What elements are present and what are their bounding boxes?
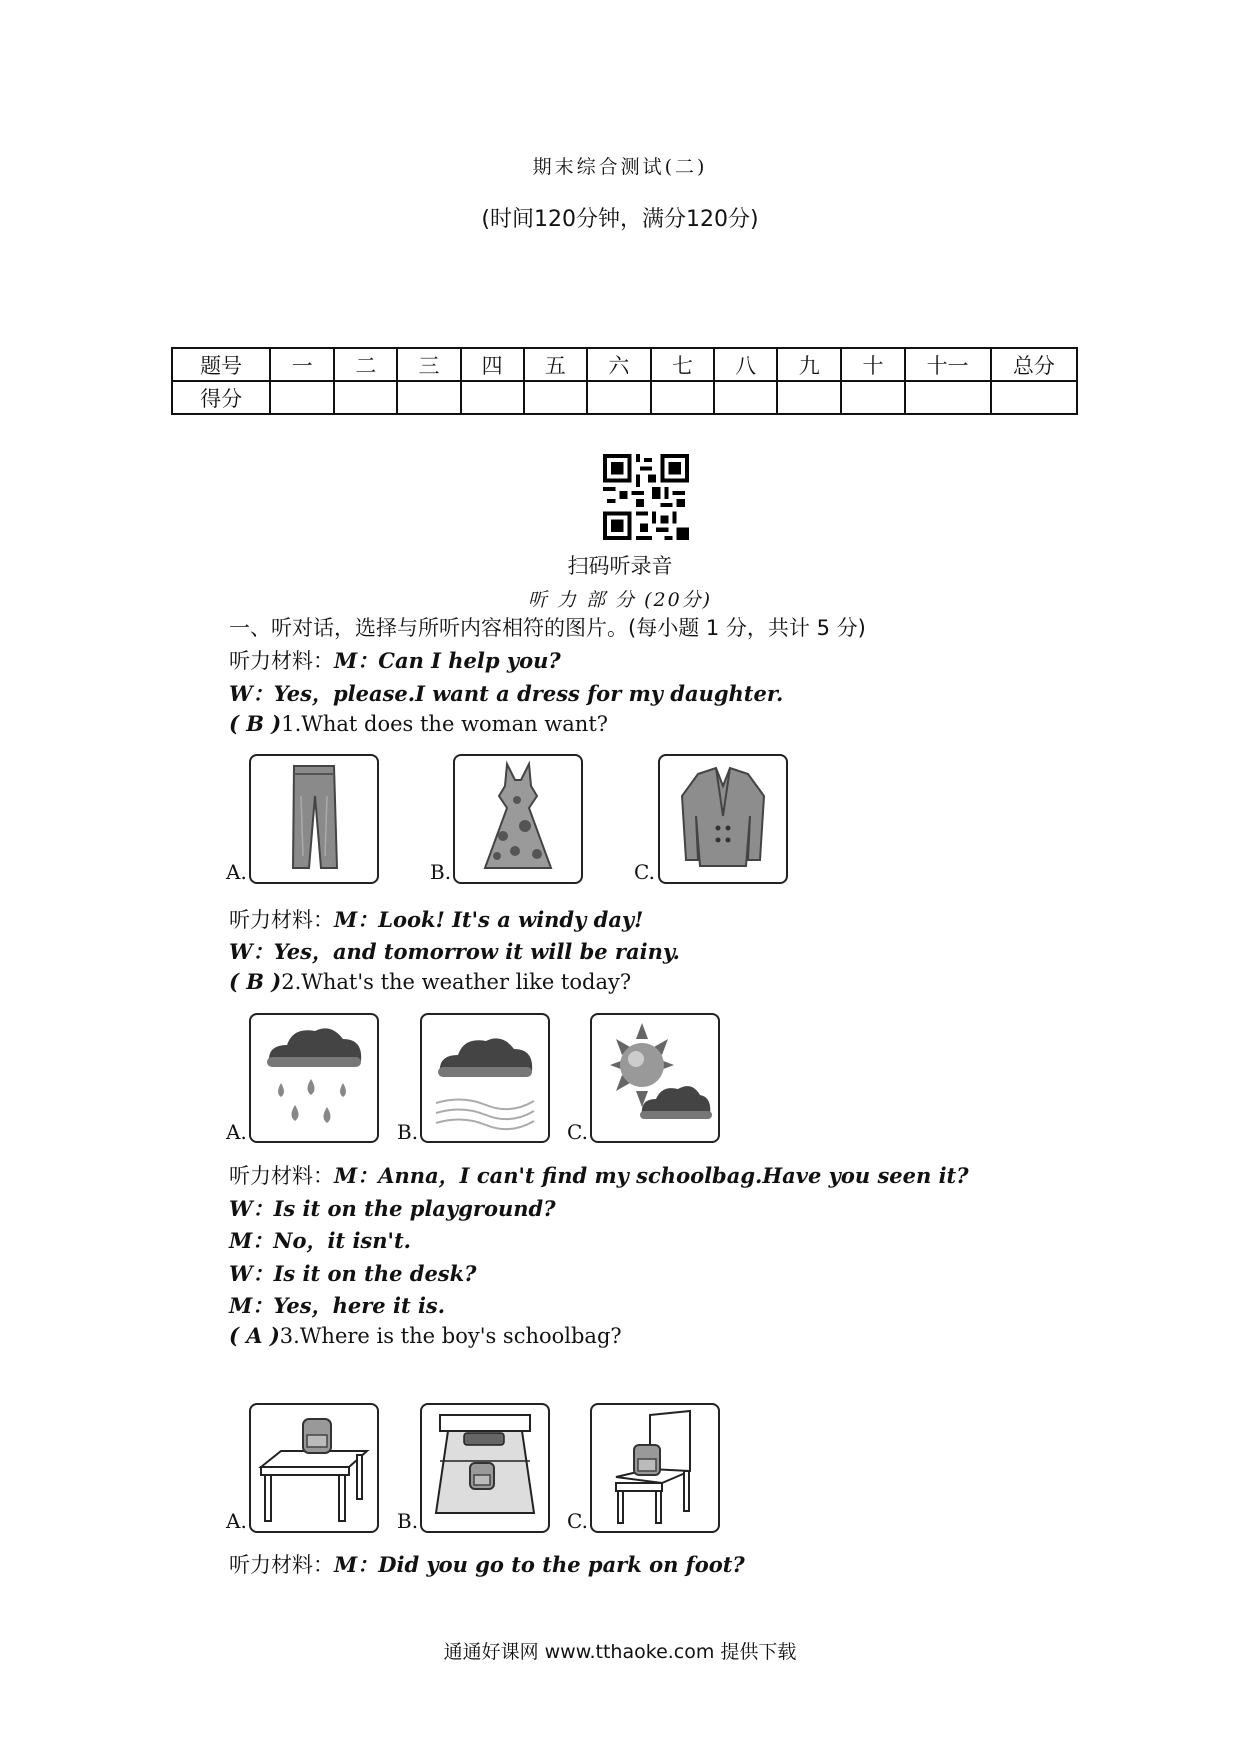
schoolbag-on-bed-icon[interactable] [420, 1403, 550, 1533]
score-input-cell[interactable] [777, 381, 841, 414]
option-a-label: A. [226, 1509, 247, 1533]
q4-material-m [229, 1549, 745, 1579]
schoolbag-on-desk-icon[interactable] [249, 1403, 379, 1533]
question-text: 1.What does the woman want? [281, 712, 609, 736]
score-input-cell[interactable] [905, 381, 991, 414]
score-input-cell[interactable] [651, 381, 714, 414]
speaker-w: W： [229, 1261, 274, 1286]
rainy-icon[interactable] [249, 1013, 379, 1143]
dialogue-line: Is it on the desk? [273, 1261, 477, 1286]
dialogue-line: Is it on the playground? [273, 1196, 556, 1221]
windy-icon[interactable] [420, 1013, 550, 1143]
q2-material-m [229, 904, 643, 934]
score-cell: 五 [524, 348, 587, 381]
score-input-cell[interactable] [397, 381, 460, 414]
score-cell: 二 [334, 348, 397, 381]
schoolbag-on-chair-icon[interactable] [590, 1403, 720, 1533]
page-title: 期末综合测试(二) [532, 156, 708, 178]
q3-material-w2 [229, 1258, 477, 1288]
score-cell: 八 [714, 348, 777, 381]
score-input-cell[interactable] [841, 381, 904, 414]
dialogue-line: Anna，I can't find my schoolbag.Have you seen it? [378, 1163, 969, 1188]
speaker-m: M： [229, 1293, 274, 1318]
score-cell: 七 [651, 348, 714, 381]
dialogue-line: Yes，please.I want a dress for my daughter. [273, 681, 784, 706]
option-a-label: A. [226, 1120, 247, 1144]
jeans-icon[interactable] [249, 754, 379, 884]
score-input-cell[interactable] [461, 381, 524, 414]
dress-icon[interactable] [453, 754, 583, 884]
q3-material-w1 [229, 1193, 556, 1223]
dialogue-line: Did you go to the park on foot? [378, 1552, 745, 1577]
score-cell: 九 [777, 348, 841, 381]
q3-material-m1 [229, 1160, 969, 1190]
option-a-label: A. [226, 860, 247, 884]
q2-material-w [229, 936, 680, 966]
dialogue-line: Yes，and tomorrow it will be rainy. [273, 939, 680, 964]
answer-mark: ( B ) [229, 711, 282, 736]
q3-material-m3 [229, 1290, 445, 1320]
dialogue-line: Look! It's a windy day! [378, 907, 644, 932]
speaker-m: M： [334, 648, 379, 673]
score-table-header-row [172, 348, 1077, 381]
score-input-cell[interactable] [587, 381, 651, 414]
qr-label: 扫码听录音 [567, 554, 673, 578]
exam-duration: (时间120分钟，满分120分) [481, 207, 759, 232]
jacket-icon[interactable] [658, 754, 788, 884]
answer-mark: ( A ) [229, 1323, 280, 1348]
score-table-score-row [172, 381, 1077, 414]
q3-question [229, 1323, 622, 1348]
section-instruction: 一、听对话，选择与所听内容相符的图片。(每小题 1 分，共计 5 分) [229, 616, 866, 640]
question-text: 2.What's the weather like today? [281, 970, 632, 994]
option-b-label: B. [430, 860, 452, 884]
speaker-m: M： [334, 1163, 379, 1188]
material-label: 听力材料： [229, 908, 334, 932]
speaker-m: M： [334, 907, 379, 932]
question-text: 3.Where is the boy's schoolbag? [279, 1324, 622, 1348]
option-b-label: B. [397, 1509, 419, 1533]
score-input-cell[interactable] [524, 381, 587, 414]
q3-material-m2 [229, 1225, 411, 1255]
score-cell: 三 [397, 348, 460, 381]
score-input-cell[interactable] [334, 381, 397, 414]
answer-mark: ( B ) [229, 969, 282, 994]
footer-source: 通通好课网 www.tthaoke.com 提供下载 [443, 1641, 797, 1663]
score-table [171, 347, 1078, 415]
option-b-label: B. [397, 1120, 419, 1144]
q2-question [229, 969, 631, 994]
score-input-cell[interactable] [991, 381, 1077, 414]
speaker-m: M： [334, 1552, 379, 1577]
q1-material-m [229, 645, 561, 675]
score-input-cell[interactable] [714, 381, 777, 414]
material-label: 听力材料： [229, 1164, 334, 1188]
section-heading: 听 力 部 分 (20分) [527, 589, 713, 611]
sunny-cloudy-icon[interactable] [590, 1013, 720, 1143]
score-cell: 四 [461, 348, 524, 381]
speaker-w: W： [229, 681, 274, 706]
speaker-m: M： [229, 1228, 274, 1253]
score-cell: 十 [841, 348, 904, 381]
score-cell: 六 [587, 348, 651, 381]
score-input-cell[interactable] [270, 381, 334, 414]
speaker-w: W： [229, 939, 274, 964]
option-c-label: C. [567, 1120, 588, 1144]
q1-material-w [229, 678, 783, 708]
material-label: 听力材料： [229, 1553, 334, 1577]
dialogue-line: Yes，here it is. [273, 1293, 446, 1318]
q1-question [229, 711, 608, 736]
score-cell: 一 [270, 348, 334, 381]
speaker-w: W： [229, 1196, 274, 1221]
dialogue-line: No，it isn't. [273, 1228, 411, 1253]
option-c-label: C. [567, 1509, 588, 1533]
dialogue-line: Can I help you? [378, 648, 561, 673]
score-cell: 总分 [991, 348, 1077, 381]
score-cell: 十一 [905, 348, 991, 381]
option-c-label: C. [634, 860, 655, 884]
material-label: 听力材料： [229, 649, 334, 673]
qr-code-icon[interactable] [603, 454, 689, 540]
score-cell: 得分 [172, 381, 270, 414]
score-cell: 题号 [172, 348, 270, 381]
